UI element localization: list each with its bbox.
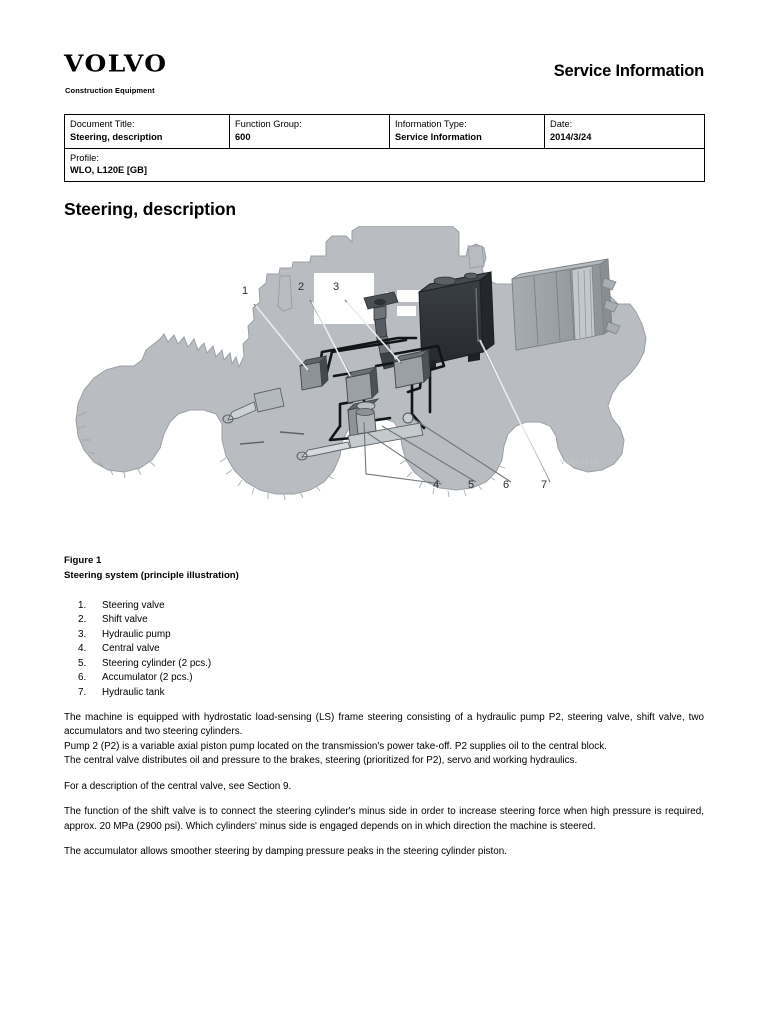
list-item-number: 3. bbox=[78, 628, 87, 640]
document-meta-table bbox=[64, 114, 705, 182]
paragraph-3: The central valve distributes oil and pressure to the brakes, steering (prioritized for P2), servo and working hydraulics. bbox=[64, 755, 578, 767]
callout-1: 1 bbox=[241, 285, 249, 297]
meta-label-profile: Profile: bbox=[70, 152, 99, 163]
figure-watermark-id: V1019015 bbox=[560, 457, 600, 466]
meta-value-document-title: Steering, description bbox=[70, 131, 163, 142]
list-item-number: 2. bbox=[78, 614, 87, 626]
list-item-label: Shift valve bbox=[102, 614, 148, 626]
meta-label-date: Date: bbox=[550, 119, 573, 129]
meta-table-row-2 bbox=[65, 148, 705, 182]
list-item bbox=[64, 657, 564, 671]
figure-steering-system bbox=[64, 226, 704, 546]
callout-5: 5 bbox=[467, 479, 475, 491]
meta-value-function-group: 600 bbox=[235, 131, 251, 142]
paragraph-2: Pump 2 (P2) is a variable axial piston pump located on the transmission's power take-off. P2 supplies oil to the central block. bbox=[64, 740, 607, 752]
body-content bbox=[64, 711, 704, 860]
list-item-label: Hydraulic tank bbox=[102, 686, 165, 698]
header-service-information-label: Service Information bbox=[553, 62, 704, 80]
list-item bbox=[64, 599, 564, 613]
list-item-number: 4. bbox=[78, 643, 87, 655]
list-item-label: Steering cylinder (2 pcs.) bbox=[102, 657, 212, 669]
page-title: Steering, description bbox=[64, 199, 236, 219]
meta-cell-date bbox=[545, 115, 705, 149]
figure-caption-line-1: Figure 1 bbox=[64, 555, 102, 566]
meta-table-row-1 bbox=[65, 115, 705, 149]
list-item-label: Central valve bbox=[102, 643, 160, 655]
meta-label-document-title: Document Title: bbox=[70, 119, 135, 129]
list-item bbox=[64, 613, 564, 627]
list-item bbox=[64, 628, 564, 642]
meta-value-profile: WLO, L120E [GB] bbox=[70, 165, 147, 176]
list-item bbox=[64, 671, 564, 685]
list-item-label: Steering valve bbox=[102, 600, 165, 611]
volvo-logo: VOLVO bbox=[64, 50, 168, 77]
callout-3: 3 bbox=[332, 281, 340, 293]
list-item-number: 6. bbox=[78, 672, 87, 684]
meta-value-information-type: Service Information bbox=[395, 131, 482, 142]
figure-parts-list bbox=[64, 599, 564, 700]
meta-cell-information-type bbox=[390, 115, 545, 149]
figure-caption bbox=[64, 554, 239, 583]
paragraph-4: For a description of the central valve, see Section 9. bbox=[64, 780, 292, 792]
meta-value-date: 2014/3/24 bbox=[550, 131, 592, 142]
list-item bbox=[64, 642, 564, 656]
callout-2: 2 bbox=[297, 281, 305, 293]
list-item-number: 1. bbox=[78, 600, 87, 611]
page-header bbox=[64, 52, 704, 102]
list-item-number: 7. bbox=[78, 686, 87, 698]
list-item-label: Accumulator (2 pcs.) bbox=[102, 672, 193, 684]
meta-label-information-type: Information Type: bbox=[395, 119, 467, 129]
meta-cell-function-group bbox=[230, 115, 390, 149]
volvo-logo-subtitle: Construction Equipment bbox=[65, 86, 155, 95]
meta-cell-document-title bbox=[65, 115, 230, 149]
list-item bbox=[64, 686, 564, 700]
callout-7: 7 bbox=[540, 479, 548, 491]
figure-caption-line-2: Steering system (principle illustration) bbox=[64, 569, 239, 581]
meta-label-function-group: Function Group: bbox=[235, 119, 302, 129]
callout-4: 4 bbox=[432, 479, 440, 491]
paragraph-1: The machine is equipped with hydrostatic load-sensing (LS) frame steering consisting of a hydraulic pump P2, steering valve, shift valve, two accumulators and two steering cylinders. bbox=[64, 712, 704, 738]
paragraph-6: The accumulator allows smoother steering by damping pressure peaks in the steering cylinder piston. bbox=[64, 846, 507, 858]
list-item-number: 5. bbox=[78, 657, 87, 669]
meta-cell-profile bbox=[65, 148, 705, 182]
list-item-label: Hydraulic pump bbox=[102, 628, 171, 640]
callout-6: 6 bbox=[502, 479, 510, 491]
paragraph-5: The function of the shift valve is to connect the steering cylinder's minus side in order to increase steering force when high pressure is required, approx. 20 MPa (2900 psi). Which cylinders' minus side is engaged depends on in which direction the machine is steered. bbox=[64, 806, 704, 832]
